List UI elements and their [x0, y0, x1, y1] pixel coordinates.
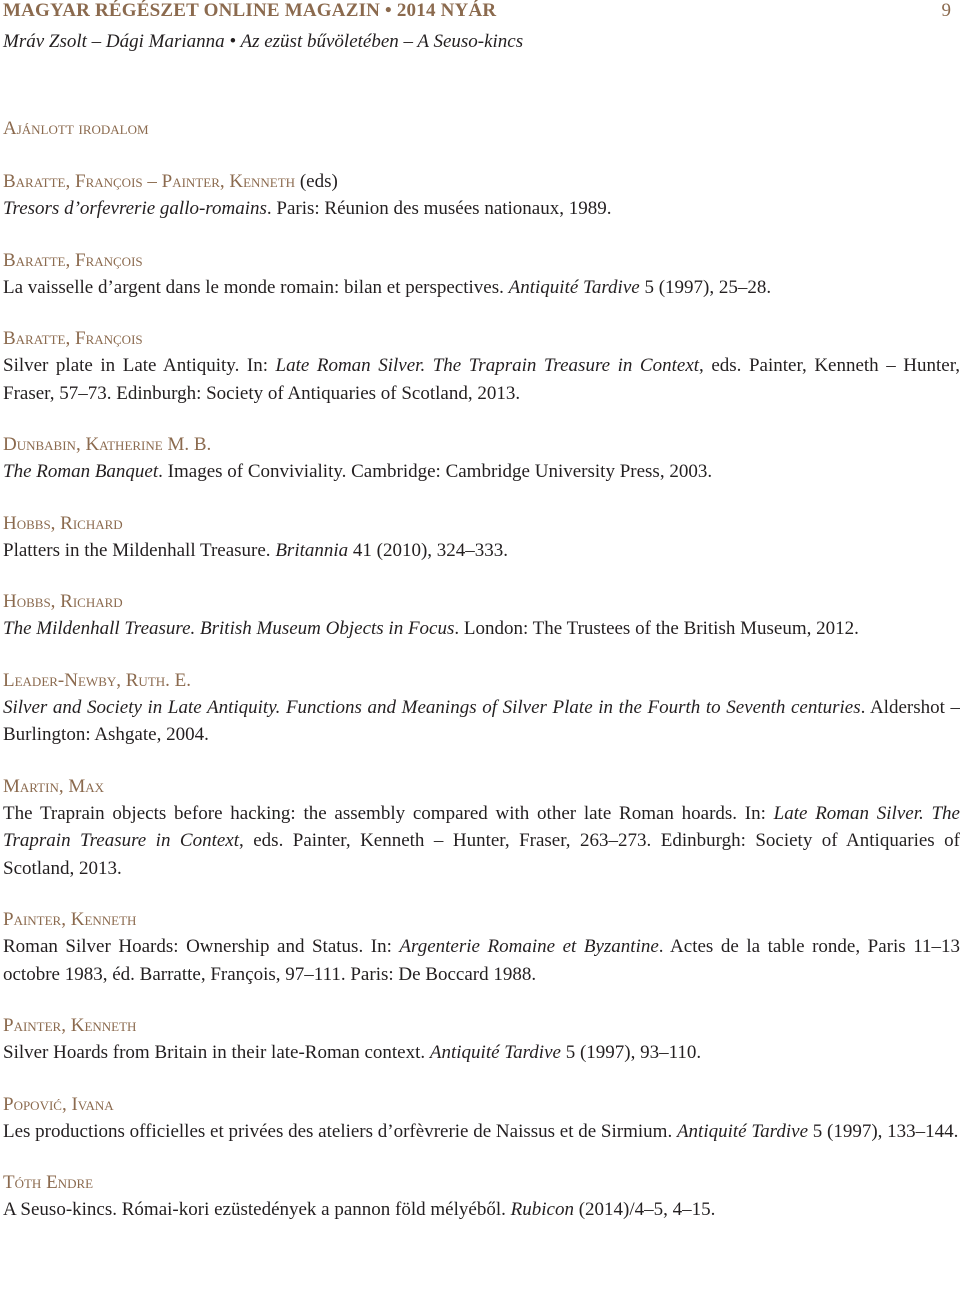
author-name: Hobbs, Richard — [3, 512, 123, 534]
reference-entry — [3, 325, 960, 407]
citation-text: . Paris: Réunion des musées nationaux, 1989. — [266, 198, 612, 219]
reference-author — [3, 510, 960, 537]
citation-title-italic: Antiquité Tardive — [676, 1120, 809, 1142]
author-name: Baratte, François — [3, 328, 143, 349]
reference-citation — [3, 1039, 960, 1067]
reference-citation — [3, 537, 960, 565]
citation-title-italic: Silver and Society in Late Antiquity. Functions and Meanings of Silver Plate in the Fourth to Seventh centuries — [3, 696, 861, 718]
citation-text: (2014)/4–5, 4–15. — [573, 1199, 716, 1220]
reference-entry — [3, 510, 960, 565]
reference-author — [3, 588, 960, 615]
citation-text: Silver plate in Late Antiquity. In: — [3, 355, 276, 376]
reference-author — [3, 325, 960, 352]
citation-text: The Traprain objects before hacking: the assembly compared with other late Roman hoards. In: — [3, 802, 774, 824]
author-name: Painter, Kenneth — [3, 909, 137, 930]
citation-text: 5 (1997), 25–28. — [639, 276, 772, 298]
article-subtitle: Mráv Zsolt – Dági Marianna • Az ezüst bűvöletében – A Seuso-kincs — [3, 31, 524, 52]
reference-citation — [3, 800, 960, 883]
citation-text: , eds. Painter, Kenneth – Hunter, Fraser, 57–73. Edinburgh: Society of Antiquaries of Scotland, 2013. — [3, 355, 960, 404]
reference-author — [3, 431, 960, 458]
reference-citation — [3, 274, 960, 302]
reference-entry — [3, 667, 960, 749]
reference-entry — [3, 773, 960, 883]
reference-author — [3, 906, 960, 933]
magazine-title: MAGYAR RÉGÉSZET ONLINE MAGAZIN • 2014 NYÁR — [3, 0, 497, 21]
citation-text: La vaisselle d’argent dans le monde romain: bilan et perspectives. — [3, 276, 509, 298]
citation-text: . London: The Trustees of the British Museum, 2012. — [454, 618, 859, 639]
reference-citation — [3, 933, 960, 988]
author-name: Popović, Ivana — [3, 1093, 114, 1115]
author-suffix: (eds) — [295, 171, 338, 192]
reference-entry — [3, 906, 960, 988]
citation-title-italic: Late Roman Silver. The Traprain Treasure in Context — [275, 355, 700, 376]
reference-citation — [3, 694, 960, 749]
citation-title-italic: Argenterie Romaine et Byzantine — [399, 936, 659, 957]
reference-citation — [3, 615, 960, 643]
citation-text: 5 (1997), 133–144. — [808, 1120, 959, 1142]
reference-entry — [3, 431, 960, 486]
reference-author — [3, 773, 960, 800]
reference-author — [3, 1169, 960, 1196]
citation-text: A Seuso-kincs. Római-kori ezüstedények a pannon föld mélyéből. — [3, 1199, 511, 1220]
citation-text: Platters in the Mildenhall Treasure. — [3, 539, 276, 561]
citation-text: , eds. Painter, Kenneth – Hunter, Fraser, 263–273. Edinburgh: Society of Antiquaries of Scotland, 2013. — [3, 830, 960, 879]
reference-author — [3, 1012, 960, 1039]
author-name: Leader-Newby, Ruth. E. — [3, 669, 191, 691]
reference-author — [3, 168, 960, 195]
citation-title-italic: The Mildenhall Treasure. British Museum Objects in Focus — [3, 618, 455, 639]
citation-text: Roman Silver Hoards: Ownership and Status. In: — [3, 936, 400, 957]
citation-title-italic: Late Roman Silver. The Traprain Treasure in Context — [3, 802, 960, 851]
reference-entry — [3, 247, 960, 302]
author-name: Tóth Endre — [3, 1172, 94, 1193]
reference-citation — [3, 458, 960, 486]
citation-text: 5 (1997), 93–110. — [560, 1042, 702, 1063]
author-name: Hobbs, Richard — [3, 591, 123, 612]
citation-text: . Aldershot – Burlington: Ashgate, 2004. — [3, 696, 960, 745]
reference-citation — [3, 352, 960, 407]
reference-citation — [3, 1118, 960, 1146]
citation-text: . Actes de la table ronde, Paris 11–13 octobre 1983, éd. Barratte, François, 97–111. Paris: De Boccard 1988. — [3, 936, 960, 985]
citation-title-italic: Britannia — [275, 539, 349, 561]
page-number: 9 — [941, 0, 951, 21]
citation-title-italic: Antiquité Tardive — [429, 1042, 561, 1063]
section-heading: Ajánlott irodalom — [3, 118, 149, 139]
reference-entry — [3, 168, 960, 223]
reference-entry — [3, 1169, 960, 1224]
author-name: Baratte, François – Painter, Kenneth — [3, 171, 296, 192]
author-name: Baratte, François — [3, 249, 143, 271]
citation-title-italic: Tresors d’orfevrerie gallo-romains — [3, 198, 267, 219]
reference-citation — [3, 1196, 960, 1224]
reference-entry — [3, 1091, 960, 1146]
reference-list — [3, 168, 960, 1248]
citation-text: . Images of Conviviality. Cambridge: Cambridge University Press, 2003. — [158, 461, 713, 482]
author-name: Martin, Max — [3, 775, 105, 797]
reference-entry — [3, 588, 960, 643]
author-name: Painter, Kenneth — [3, 1015, 137, 1036]
citation-text: 41 (2010), 324–333. — [348, 539, 509, 561]
reference-author — [3, 1091, 960, 1118]
citation-title-italic: The Roman Banquet — [3, 461, 159, 482]
citation-title-italic: Antiquité Tardive — [508, 276, 640, 298]
reference-citation — [3, 195, 960, 223]
citation-text: Silver Hoards from Britain in their late-Roman context. — [3, 1042, 430, 1063]
reference-author — [3, 667, 960, 694]
reference-author — [3, 247, 960, 274]
citation-text: Les productions officielles et privées des ateliers d’orfèvrerie de Naissus et de Sirmium. — [3, 1120, 677, 1142]
reference-entry — [3, 1012, 960, 1067]
citation-title-italic: Rubicon — [510, 1199, 574, 1220]
author-name: Dunbabin, Katherine M. B. — [3, 434, 212, 455]
